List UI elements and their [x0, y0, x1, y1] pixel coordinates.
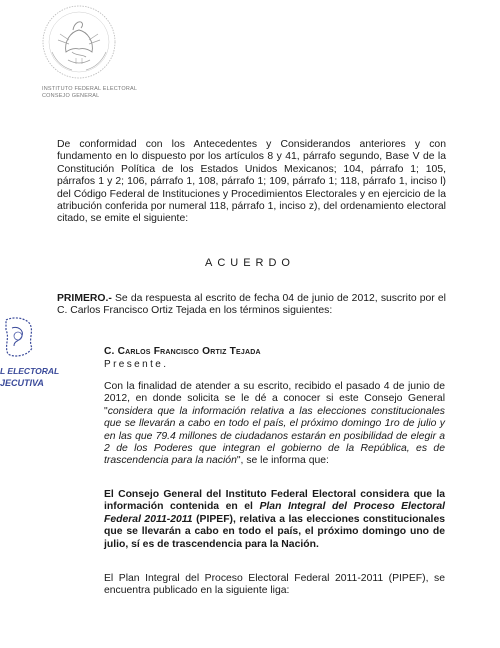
plan-name: Plan Integral del Proceso Electoral Federal 2011-2011	[104, 501, 445, 525]
council-finding-start: El Consejo General del Instituto Federal Electoral considera que la información contenida en el	[104, 489, 445, 513]
coat-of-arms-seal-icon	[36, 2, 122, 82]
addressee-greeting: Presente.	[104, 358, 169, 370]
council-name: CONSEJO GENERAL	[42, 93, 100, 99]
intro-paragraph: De conformidad con los Antecedentes y Considerandos anteriores y con fundamento en lo dispuesto por los artículos 8 y 41, párrafo segundo, Base V de la Constitución Política de los Estados Unidos Mexicanos; 104, párrafo 1; 105, párrafos 1 y 2; 106, párrafo 1, 108, párrafo 1; 109, párrafo 1; 118, párrafo 1, inciso l) del Código Federal de Instituciones y Procedimientos Electorales y en ejercicio de la atribución conferida por numeral 118, párrafo 1, inciso z), del ordenamiento electoral citado, se emite el siguiente:	[57, 139, 446, 225]
institutional-stamp-icon	[2, 314, 36, 360]
agreement-title: ACUERDO	[204, 257, 295, 269]
stamp-text-line-1: L ELECTORAL	[0, 366, 60, 376]
institutional-stamp	[0, 314, 80, 404]
first-resolution-paragraph	[57, 293, 446, 318]
addressee-block	[104, 346, 444, 371]
response-quoted-request: considera que la información relativa a las elecciones constitucionales que se llevarán a cabo en todo el país, el próximo domingo 1ro de julio y en las que 79.4 millones de ciudadanos estarán en posibilidad de elegir a 2 de los Poderes que integran el gobierno de la República, es de trascendencia para la nación	[104, 405, 445, 467]
response-text-end: ", se le informa que:	[236, 455, 329, 467]
response-text-start: Con la finalidad de atender a su escrito, recibido el pasado 4 de junio de 2012, en donde solicita se le dé a conocer si este Consejo General "	[104, 381, 445, 417]
council-finding-end: (PIPEF), relativa a las elecciones constitucionales que se llevarán a cabo en todo el país, el próximo domingo uno de julio, sí es de trascendencia para la Nación.	[104, 513, 446, 550]
first-resolution-label: PRIMERO.-	[57, 293, 112, 304]
plan-publication-paragraph: El Plan Integral del Proceso Electoral Federal 2011-2011 (PIPEF), se encuentra publicado en la siguiente liga:	[104, 573, 445, 597]
institution-name: INSTITUTO FEDERAL ELECTORAL	[42, 86, 138, 92]
addressee-name: C. Carlos Francisco Ortiz Tejada	[104, 346, 261, 357]
stamp-text-line-2: JECUTIVA	[0, 378, 44, 388]
response-paragraph	[104, 381, 445, 468]
first-resolution-text: Se da respuesta al escrito de fecha 04 de junio de 2012, suscrito por el C. Carlos Francisco Ortiz Tejada en los términos siguientes:	[57, 293, 446, 317]
council-finding-paragraph	[104, 489, 445, 551]
institution-letterhead	[42, 86, 137, 100]
